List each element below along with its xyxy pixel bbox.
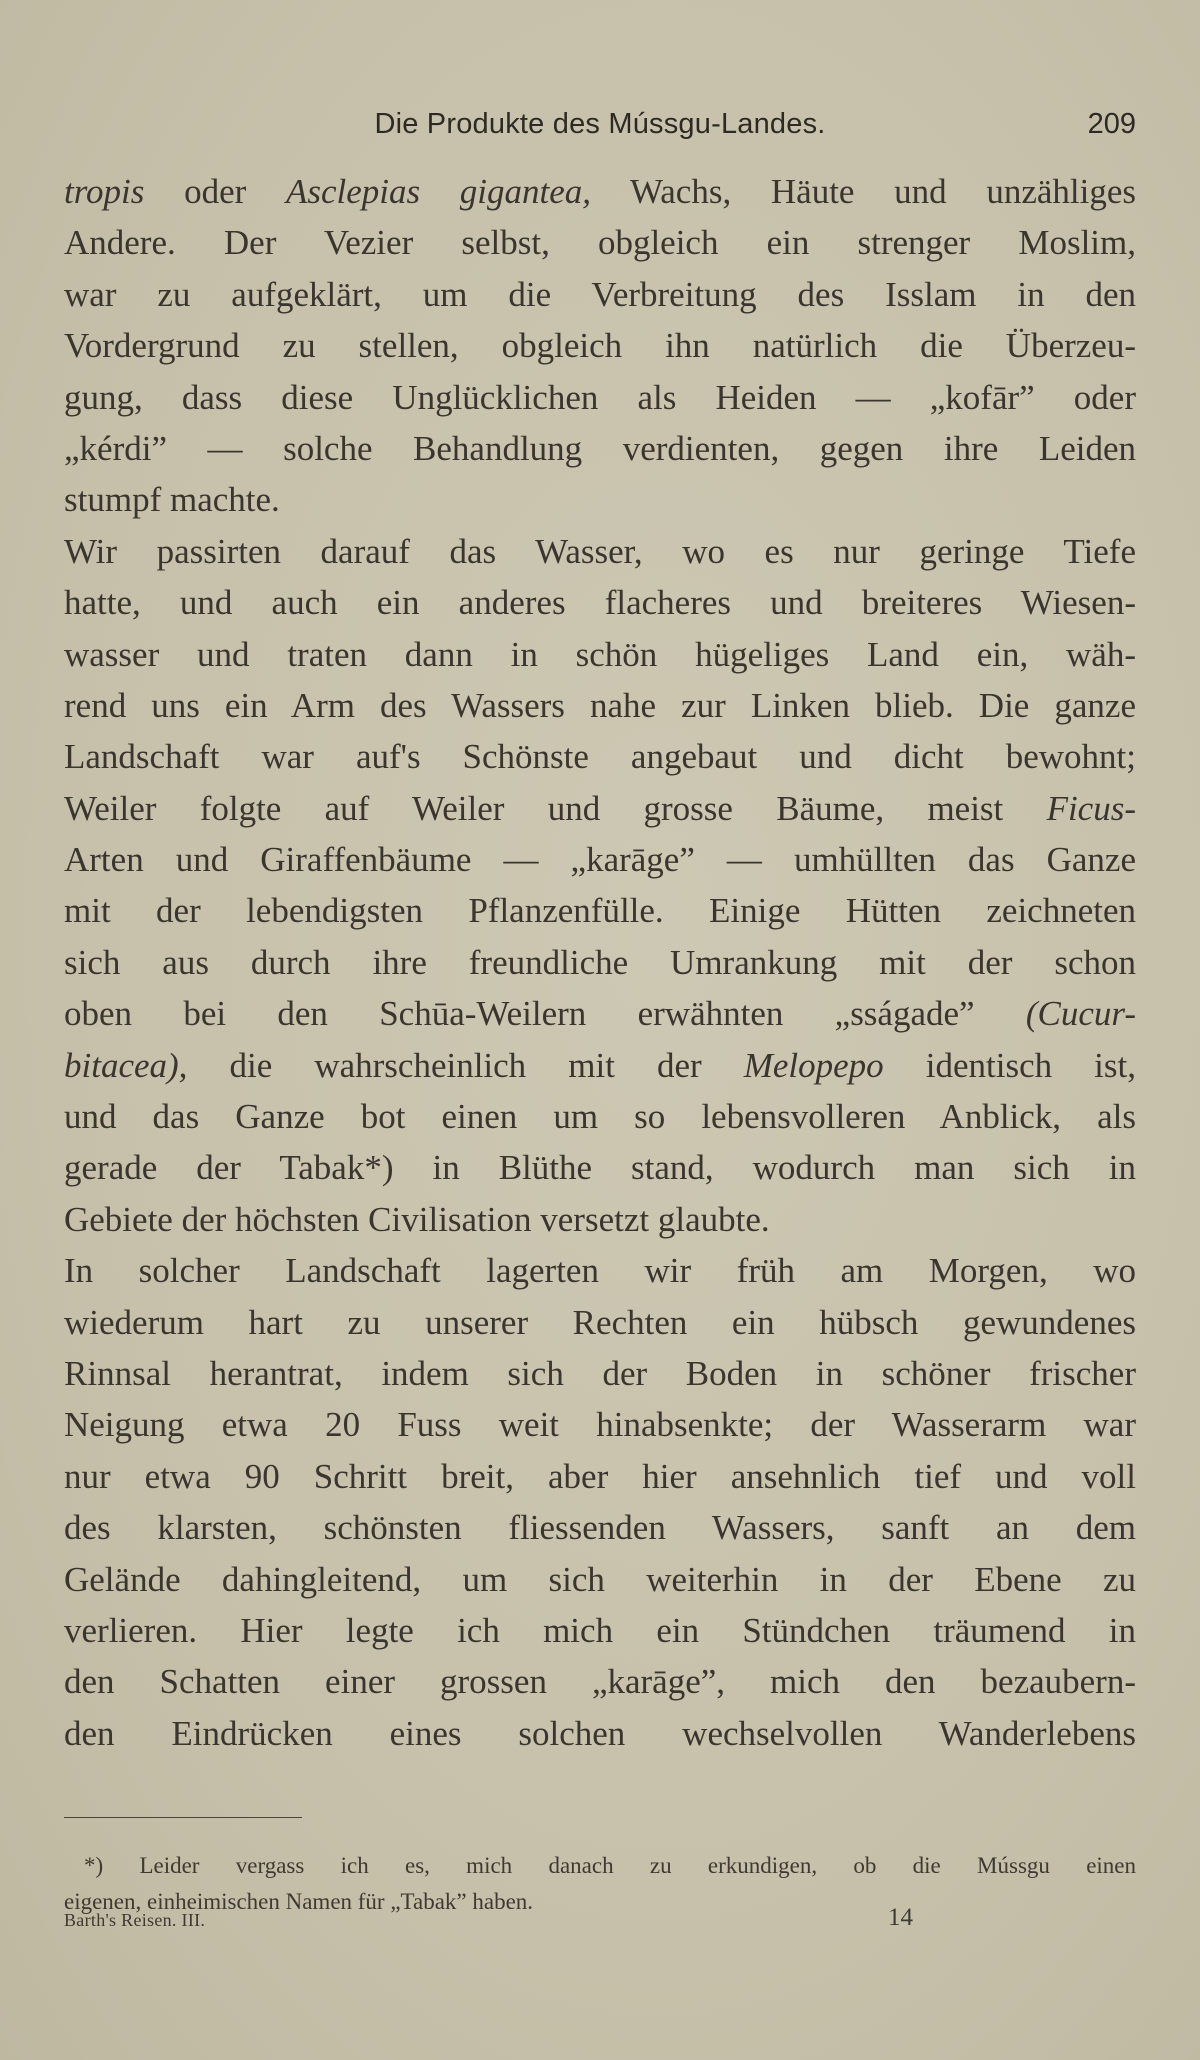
footnote-line: eigenen, einheimischen Namen für „Tabak” haben.: [64, 1889, 534, 1914]
running-head: [64, 108, 1136, 148]
text-segment: wasser und traten dann in schön hügeliges Land ein, wäh-: [64, 634, 1136, 674]
footnote: [64, 1848, 1136, 1920]
text-segment: Gebiete der höchsten Civilisation versetzt glaubte.: [64, 1199, 770, 1239]
text-line: [64, 1348, 1136, 1399]
running-title: Die Produkte des Mússgu-Landes.: [374, 108, 826, 140]
footnote-line: *) Leider vergass ich es, mich danach zu erkundigen, ob die Mússgu einen: [84, 1853, 1136, 1878]
italic-term: (Cucur-: [1025, 994, 1136, 1034]
text-segment: Wachs, Häute und unzähliges: [591, 172, 1136, 211]
text-segment: Neigung etwa 20 Fuss weit hinabsenkte; der Wasserarm war: [64, 1405, 1136, 1445]
text-segment: Landschaft war auf's Schönste angebaut und dicht bewohnt;: [64, 737, 1136, 777]
sheet-number: 14: [888, 1904, 913, 1931]
sheet-signature: Barth's Reisen. III.: [64, 1910, 206, 1930]
text-line: [64, 1451, 1136, 1502]
text-segment: war zu aufgeklärt, um die Verbreitung des Isslam in den: [64, 274, 1136, 314]
text-line: [64, 1656, 1136, 1707]
text-segment: Gelände dahingleitend, um sich weiterhin in der Ebene zu: [64, 1559, 1136, 1599]
text-line: [64, 577, 1136, 628]
text-segment: die wahrscheinlich mit der: [187, 1045, 744, 1085]
text-line: [64, 474, 1136, 525]
text-segment: sich aus durch ihre freundliche Umrankung mit der schon: [64, 942, 1136, 982]
text-line: [64, 731, 1136, 782]
text-line: [64, 526, 1136, 577]
text-segment: des klarsten, schönsten fliessenden Wassers, sanft an dem: [64, 1508, 1136, 1548]
text-line: [64, 166, 1136, 217]
italic-term: tropis: [64, 172, 145, 211]
text-segment: hatte, und auch ein anderes flacheres und breiteres Wiesen-: [64, 583, 1136, 623]
text-line: [64, 1091, 1136, 1142]
text-line: [64, 1605, 1136, 1656]
text-line: [64, 320, 1136, 371]
text-segment: gerade der Tabak*) in Blüthe stand, wodurch man sich in: [64, 1148, 1136, 1188]
text-segment: stumpf machte.: [64, 480, 280, 520]
italic-term: Asclepias gigantea,: [285, 172, 591, 211]
text-segment: oben bei den Schūa-Weilern erwähnten „sságade”: [64, 994, 1026, 1034]
text-line: [64, 885, 1136, 936]
text-segment: „kérdi” — solche Behandlung verdienten, gegen ihre Leiden: [64, 428, 1136, 468]
text-segment: rend uns ein Arm des Wassers nahe zur Linken blieb. Die ganze: [64, 685, 1136, 725]
italic-term: Ficus-: [1046, 788, 1136, 828]
text-line: [64, 937, 1136, 988]
text-line: [64, 423, 1136, 474]
text-line: [64, 1554, 1136, 1605]
text-segment: Rinnsal herantrat, indem sich der Boden in schöner frischer: [64, 1353, 1136, 1393]
text-segment: In solcher Landschaft lagerten wir früh am Morgen, wo: [64, 1251, 1136, 1291]
text-line: [64, 834, 1136, 885]
text-line: [64, 217, 1136, 268]
text-line: [64, 269, 1136, 320]
text-line: [64, 629, 1136, 680]
text-segment: Andere. Der Vezier selbst, obgleich ein strenger Moslim,: [64, 223, 1136, 263]
text-segment: verlieren. Hier legte ich mich ein Stündchen träumend in: [64, 1610, 1136, 1650]
text-segment: mit der lebendigsten Pflanzenfülle. Einige Hütten zeichneten: [64, 891, 1136, 931]
text-segment: oder: [144, 172, 286, 211]
text-line: [64, 1040, 1136, 1091]
text-segment: gung, dass diese Unglücklichen als Heiden — „kofār” oder: [64, 377, 1136, 417]
text-line: [64, 1194, 1136, 1245]
text-line: [64, 1708, 1136, 1759]
text-segment: Vordergrund zu stellen, obgleich ihn natürlich die Überzeu-: [64, 326, 1136, 366]
text-segment: den Eindrücken eines solchen wechselvollen Wanderlebens: [64, 1713, 1136, 1753]
text-segment: Arten und Giraffenbäume — „karāge” — umhüllten das Ganze: [64, 840, 1136, 880]
text-line: [64, 1142, 1136, 1193]
text-segment: den Schatten einer grossen „karāge”, mich den bezaubern-: [64, 1662, 1136, 1702]
text-line: [64, 1399, 1136, 1450]
text-line: [64, 1245, 1136, 1296]
text-line: [64, 988, 1136, 1039]
text-line: [64, 783, 1136, 834]
text-segment: und das Ganze bot einen um so lebensvolleren Anblick, als: [64, 1097, 1136, 1137]
text-segment: Weiler folgte auf Weiler und grosse Bäume, meist: [64, 788, 1047, 828]
footnote-rule: [64, 1817, 302, 1818]
page-number: 209: [1087, 108, 1136, 140]
text-segment: identisch ist,: [883, 1045, 1136, 1085]
text-line: [64, 1502, 1136, 1553]
text-line: [64, 680, 1136, 731]
italic-term: bitacea),: [64, 1045, 188, 1085]
body-text: [64, 166, 1136, 1759]
text-segment: nur etwa 90 Schritt breit, aber hier ansehnlich tief und voll: [64, 1456, 1136, 1496]
text-segment: wiederum hart zu unserer Rechten ein hübsch gewundenes: [64, 1302, 1136, 1342]
italic-term: Melopepo: [743, 1045, 884, 1085]
text-segment: Wir passirten darauf das Wasser, wo es nur geringe Tiefe: [64, 531, 1136, 571]
text-line: [64, 372, 1136, 423]
text-line: [64, 1297, 1136, 1348]
